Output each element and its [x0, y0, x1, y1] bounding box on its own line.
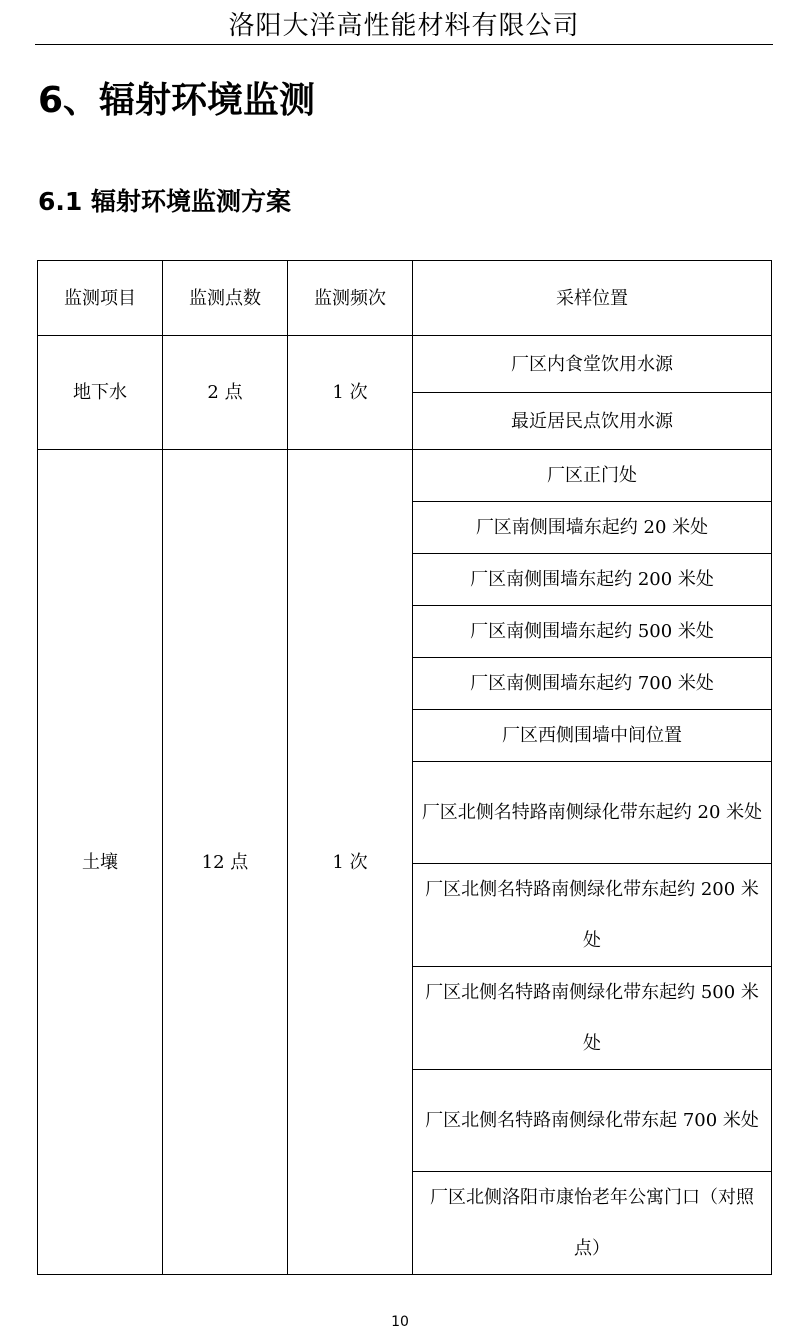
header-item: 监测项目: [38, 261, 163, 336]
page-header: 洛阳大洋高性能材料有限公司: [35, 8, 773, 45]
monitoring-plan-table: [37, 260, 772, 1275]
cell-location: 厂区南侧围墙东起约 500 米处: [413, 606, 772, 658]
cell-location: 厂区南侧围墙东起约 20 米处: [413, 502, 772, 554]
cell-location: 厂区北侧名特路南侧绿化带东起约 200 米处: [413, 864, 772, 967]
header-frequency: 监测频次: [288, 261, 413, 336]
cell-points: 12 点: [163, 450, 288, 1275]
page-number: 10: [391, 1314, 409, 1330]
cell-location: 最近居民点饮用水源: [413, 393, 772, 450]
subsection-title: 6.1 辐射环境监测方案: [38, 187, 291, 216]
cell-location: 厂区北侧名特路南侧绿化带东起约 20 米处: [413, 762, 772, 864]
cell-frequency: 1 次: [288, 450, 413, 1275]
cell-location: 厂区南侧围墙东起约 700 米处: [413, 658, 772, 710]
table-row: [38, 336, 772, 393]
cell-location: 厂区西侧围墙中间位置: [413, 710, 772, 762]
header-location: 采样位置: [413, 261, 772, 336]
cell-points: 2 点: [163, 336, 288, 450]
cell-location: 厂区北侧名特路南侧绿化带东起 700 米处: [413, 1070, 772, 1172]
table-header-row: [38, 261, 772, 336]
cell-location: 厂区正门处: [413, 450, 772, 502]
cell-location: 厂区内食堂饮用水源: [413, 336, 772, 393]
table-row: [38, 450, 772, 502]
cell-location: 厂区北侧名特路南侧绿化带东起约 500 米处: [413, 967, 772, 1070]
cell-location: 厂区南侧围墙东起约 200 米处: [413, 554, 772, 606]
cell-item: 地下水: [38, 336, 163, 450]
header-points: 监测点数: [163, 261, 288, 336]
section-title: 6、辐射环境监测: [38, 80, 316, 121]
cell-frequency: 1 次: [288, 336, 413, 450]
cell-location: 厂区北侧洛阳市康怡老年公寓门口（对照点）: [413, 1172, 772, 1275]
cell-item: 土壤: [38, 450, 163, 1275]
